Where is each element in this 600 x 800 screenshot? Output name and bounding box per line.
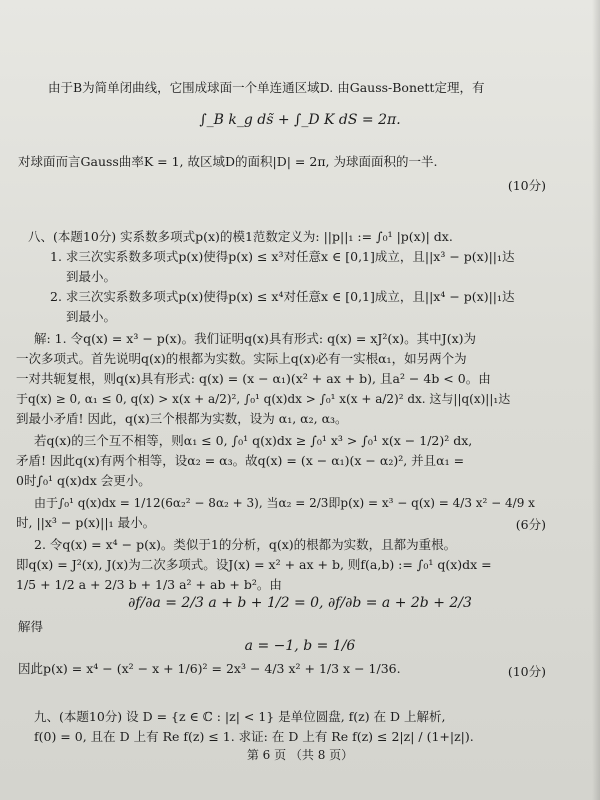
solve-label: 解得 [18, 619, 44, 634]
solution-line-6: 若q(x)的三个互不相等，则α₁ ≤ 0, ∫₀¹ q(x)dx ≥ ∫₀¹ x³ > ∫₀¹ x(x − 1/2)² dx, [34, 433, 473, 448]
score-label-1: (10分) [507, 178, 546, 193]
intro-line-1: 由于B为简单闭曲线，它围成球面一个单连通区域D. 由Gauss-Bonett定理，有 [48, 80, 485, 95]
solution-line-1: 解: 1. 令q(x) = x³ − p(x)。我们证明q(x)具有形式: q(x) = xJ²(x)。其中J(x)为 [34, 331, 476, 346]
q9-line-1: 九、(本题10分) 设 D = {z ∈ ℂ : |z| < 1} 是单位圆盘, f(z) 在 D 上解析, [34, 709, 446, 724]
ab-solution: a = −1, b = 1/6 [244, 638, 356, 654]
page-footer: 第 6 页 （共 8 页） [246, 748, 354, 762]
q9-line-2: f(0) = 0, 且在 D 上有 Re f(z) ≤ 1. 求证: 在 D 上有 Re f(z) ≤ 2|z| / (1+|z|). [34, 729, 474, 744]
result-line: 因此p(x) = x⁴ − (x² − x + 1/6)² = 2x³ − 4/3 x² + 1/3 x − 1/36. [18, 661, 401, 676]
solution-line-7: 矛盾! 因此q(x)有两个相等，设α₂ = α₃。故q(x) = (x − α₁)(x − α₂)², 并且α₁ = [16, 453, 465, 468]
solution-line-13: 1/5 + 1/2 a + 2/3 b + 1/3 a² + ab + b²。由 [16, 577, 282, 592]
partial-derivative-equations: ∂f/∂a = 2/3 a + b + 1/2 = 0, ∂f/∂b = a + 2b + 2/3 [128, 595, 472, 611]
solution-line-4: 于q(x) ≥ 0, α₁ ≤ 0, q(x) > x(x + a/2)², ∫₀¹ q(x)dx > ∫₀¹ x(x + a/2)² dx. 这与||q(x)||₁达 [16, 392, 511, 406]
q8-item1-line-b: 到最小。 [66, 269, 117, 284]
solution-line-5: 到最小矛盾! 因此，q(x)三个根都为实数，设为 α₁, α₂, α₃。 [16, 411, 348, 426]
score-label-3: (10分) [507, 664, 546, 679]
intro-line-3: 对球面而言Gauss曲率K = 1, 故区域D的面积|D| = 2π, 为球面面积的一半. [18, 154, 438, 169]
q8-title: 八、(本题10分) 实系数多项式p(x)的模1范数定义为: ||p||₁ := ∫₀¹ |p(x)| dx. [28, 229, 453, 244]
solution-line-10: 时, ||x³ − p(x)||₁ 最小。 [16, 515, 156, 530]
score-label-2: (6分) [515, 517, 546, 532]
solution-line-11: 2. 令q(x) = x⁴ − p(x)。类似于1的分析，q(x)的根都为实数，且都为重根。 [34, 537, 457, 552]
solution-line-3: 一对共轭复根，则q(x)具有形式: q(x) = (x − α₁)(x² + ax + b), 且a² − 4b < 0。由 [16, 371, 491, 386]
solution-line-8: 0时∫₀¹ q(x)dx 会更小。 [16, 473, 151, 488]
q8-item2-line-a: 2. 求三次实系数多项式p(x)使得p(x) ≤ x⁴对任意x ∈ [0,1]成立，且||x⁴ − p(x)||₁达 [50, 289, 515, 304]
solution-line-9: 由于∫₀¹ q(x)dx = 1/12(6α₂² − 8α₂ + 3), 当α₂ = 2/3即p(x) = x³ − q(x) = 4/3 x² − 4/9 x [34, 496, 535, 510]
q8-item1-line-a: 1. 求三次实系数多项式p(x)使得p(x) ≤ x³对任意x ∈ [0,1]成立，且||x³ − p(x)||₁达 [50, 249, 515, 264]
gauss-bonnet-formula: ∫_B k_g ds̃ + ∫_D K dS = 2π. [199, 112, 401, 128]
solution-line-2: 一次多项式。首先说明q(x)的根都为实数。实际上q(x)必有一实根α₁，如另两个为 [16, 351, 467, 366]
solution-line-12: 即q(x) = J²(x), J(x)为二次多项式。设J(x) = x² + ax + b, 则f(a,b) := ∫₀¹ q(x)dx = [16, 557, 492, 572]
q8-item2-line-b: 到最小。 [66, 309, 117, 324]
